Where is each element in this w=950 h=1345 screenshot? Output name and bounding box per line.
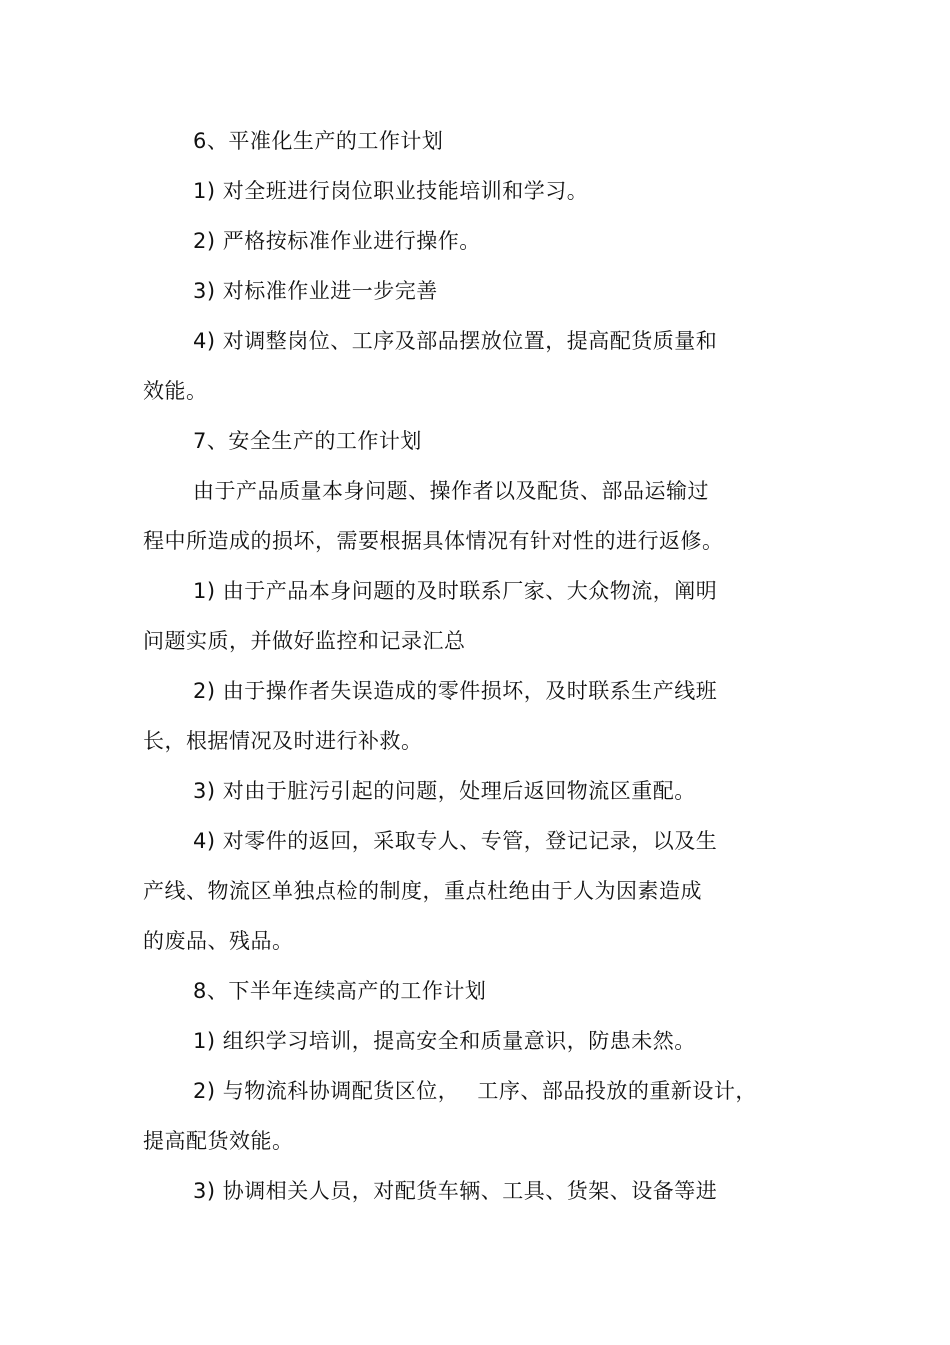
paragraph-line: 产线、物流区单独点检的制度，重点杜绝由于人为因素造成 <box>143 879 702 903</box>
paragraph-line: 4) 对零件的返回，采取专人、专管，登记记录，以及生 <box>193 829 718 853</box>
paragraph-line: 3) 对标准作业进一步完善 <box>193 279 438 303</box>
paragraph-line: 2) 严格按标准作业进行操作。 <box>193 229 481 253</box>
paragraph-line: 1) 组织学习培训，提高安全和质量意识，防患未然。 <box>193 1029 696 1053</box>
paragraph-line: 的废品、残品。 <box>143 929 294 953</box>
paragraph-line: 3) 协调相关人员，对配货车辆、工具、货架、设备等进 <box>193 1179 718 1203</box>
section-heading-7: 7、安全生产的工作计划 <box>193 429 422 453</box>
paragraph-line: 由于产品质量本身问题、操作者以及配货、部品运输过 <box>193 479 709 503</box>
paragraph-line: 1) 对全班进行岗位职业技能培训和学习。 <box>193 179 589 203</box>
paragraph-line: 2) 与物流科协调配货区位， 工序、部品投放的重新设计， <box>193 1079 757 1103</box>
paragraph-line: 4) 对调整岗位、工序及部品摆放位置，提高配货质量和 <box>193 329 718 353</box>
paragraph-line: 1) 由于产品本身问题的及时联系厂家、大众物流，阐明 <box>193 579 718 603</box>
paragraph-line: 效能。 <box>143 379 208 403</box>
paragraph-line: 提高配货效能。 <box>143 1129 294 1153</box>
paragraph-line: 长，根据情况及时进行补救。 <box>143 729 423 753</box>
paragraph-line: 问题实质，并做好监控和记录汇总 <box>143 629 466 653</box>
paragraph-line: 2) 由于操作者失误造成的零件损坏，及时联系生产线班 <box>193 679 718 703</box>
section-heading-6: 6、平准化生产的工作计划 <box>193 129 444 153</box>
paragraph-line: 3) 对由于脏污引起的问题，处理后返回物流区重配。 <box>193 779 696 803</box>
paragraph-line: 程中所造成的损坏，需要根据具体情况有针对性的进行返修。 <box>143 529 724 553</box>
section-heading-8: 8、下半年连续高产的工作计划 <box>193 979 487 1003</box>
